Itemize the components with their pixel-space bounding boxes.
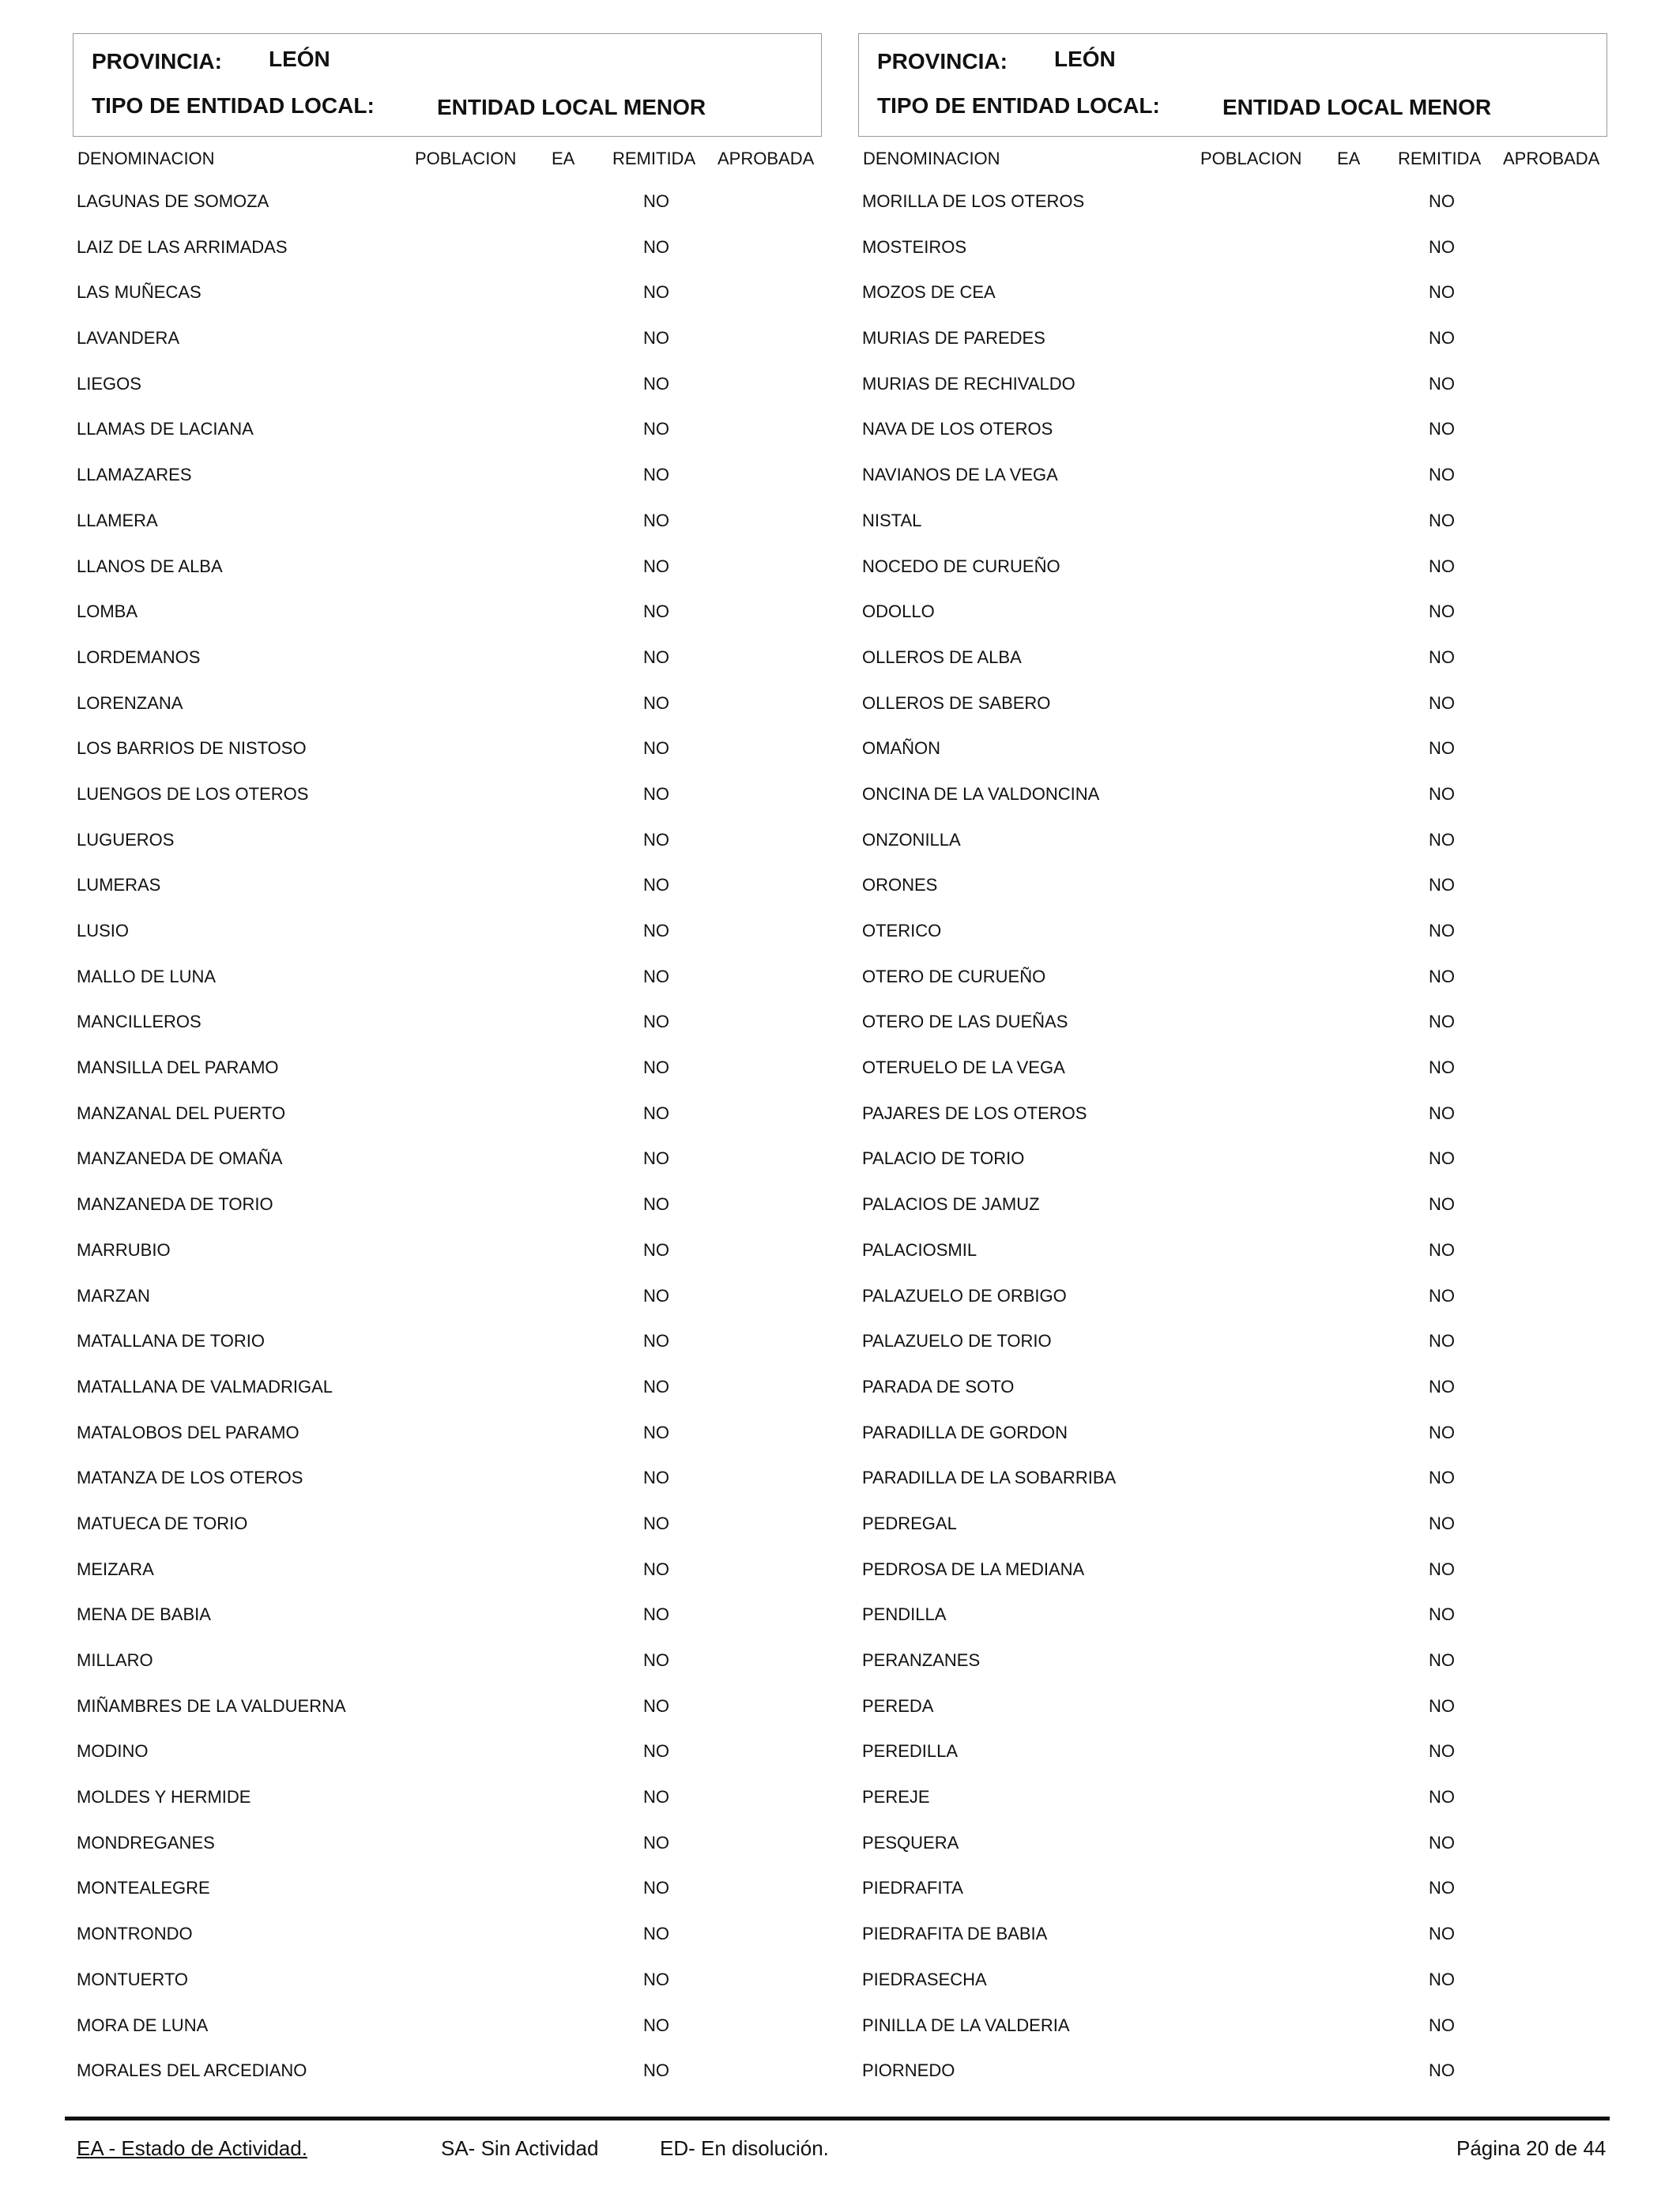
denominacion-cell: MOZOS DE CEA [862, 282, 996, 303]
denominacion-cell: ONZONILLA [862, 829, 961, 850]
remitida-cell: NO [643, 921, 669, 941]
denominacion-cell: MOSTEIROS [862, 236, 967, 257]
denominacion-cell: PEREJE [862, 1787, 930, 1808]
denominacion-cell: LUGUEROS [77, 829, 175, 850]
denominacion-cell: PARADA DE SOTO [862, 1376, 1015, 1397]
denominacion-cell: OTERUELO DE LA VEGA [862, 1057, 1065, 1078]
table-row [858, 1329, 1607, 1375]
remitida-cell: NO [643, 1422, 669, 1442]
remitida-cell: NO [1429, 373, 1455, 394]
provincia-label: PROVINCIA: [92, 49, 222, 74]
remitida-cell: NO [643, 1057, 669, 1078]
remitida-cell: NO [643, 783, 669, 804]
table-row [73, 919, 822, 965]
remitida-cell: NO [643, 692, 669, 713]
table-row [858, 646, 1607, 692]
remitida-cell: NO [1429, 1103, 1455, 1123]
remitida-cell: NO [1429, 1878, 1455, 1898]
table-row [858, 737, 1607, 782]
remitida-cell: NO [643, 1787, 669, 1808]
tipo-entidad-label: TIPO DE ENTIDAD LOCAL: [877, 93, 1160, 118]
table-row [73, 646, 822, 692]
denominacion-cell: MENA DE BABIA [77, 1604, 211, 1625]
table-row [858, 2014, 1607, 2060]
table-row [73, 1056, 822, 1102]
table-row [858, 509, 1607, 555]
remitida-cell: NO [1429, 966, 1455, 986]
col-header-ea: EA [1337, 149, 1361, 168]
denominacion-cell: LLAMAZARES [77, 465, 192, 485]
denominacion-cell: MORILLA DE LOS OTEROS [862, 191, 1085, 211]
table-row [858, 1831, 1607, 1877]
remitida-cell: NO [643, 419, 669, 439]
denominacion-cell: MANZANEDA DE OMAÑA [77, 1148, 283, 1169]
table-row [73, 372, 822, 418]
denominacion-cell: MOLDES Y HERMIDE [77, 1787, 251, 1808]
denominacion-cell: MARZAN [77, 1285, 150, 1306]
remitida-cell: NO [1429, 1604, 1455, 1625]
remitida-cell: NO [1429, 875, 1455, 895]
denominacion-cell: PALAZUELO DE TORIO [862, 1331, 1052, 1351]
denominacion-cell: LORENZANA [77, 692, 183, 713]
denominacion-cell: MURIAS DE PAREDES [862, 328, 1045, 349]
col-header-denominacion: DENOMINACION [863, 149, 1000, 168]
denominacion-cell: MATALOBOS DEL PARAMO [77, 1422, 299, 1442]
denominacion-cell: PEDREGAL [862, 1513, 957, 1533]
remitida-cell: NO [643, 1832, 669, 1853]
remitida-cell: NO [1429, 419, 1455, 439]
remitida-cell: NO [1429, 1285, 1455, 1306]
remitida-cell: NO [643, 1012, 669, 1032]
remitida-cell: NO [643, 829, 669, 850]
footer-divider [65, 2117, 1610, 2120]
header-box [858, 33, 1607, 137]
table-row [73, 1876, 822, 1922]
table-row [858, 1785, 1607, 1831]
denominacion-cell: PALACIOS DE JAMUZ [862, 1194, 1040, 1215]
remitida-cell: NO [1429, 328, 1455, 349]
table-row [73, 555, 822, 601]
denominacion-cell: LLAMERA [77, 510, 158, 530]
remitida-cell: NO [1429, 738, 1455, 759]
table-row [858, 1193, 1607, 1238]
remitida-cell: NO [643, 236, 669, 257]
header-box [73, 33, 822, 137]
provincia-value: LEÓN [1054, 47, 1116, 71]
table-row [858, 1238, 1607, 1284]
table-row [73, 737, 822, 782]
col-header-ea: EA [552, 149, 575, 168]
remitida-cell: NO [1429, 1559, 1455, 1579]
denominacion-cell: LORDEMANOS [77, 647, 201, 667]
table-row [73, 1785, 822, 1831]
remitida-cell: NO [643, 556, 669, 576]
table-row [73, 1193, 822, 1238]
table-row [858, 1603, 1607, 1649]
remitida-cell: NO [643, 1969, 669, 1989]
denominacion-cell: NISTAL [862, 510, 922, 530]
table-row [73, 1102, 822, 1148]
denominacion-cell: LAIZ DE LAS ARRIMADAS [77, 236, 288, 257]
remitida-cell: NO [643, 465, 669, 485]
denominacion-cell: NOCEDO DE CURUEÑO [862, 556, 1060, 576]
table-row [858, 2059, 1607, 2105]
table-row [73, 1421, 822, 1467]
table-row [858, 828, 1607, 874]
denominacion-cell: PEREDA [862, 1695, 934, 1716]
table-row [73, 873, 822, 919]
remitida-cell: NO [643, 191, 669, 211]
table-row [858, 1968, 1607, 2014]
table-row [858, 782, 1607, 828]
remitida-cell: NO [643, 1650, 669, 1670]
table-row [73, 1558, 822, 1604]
denominacion-cell: LOS BARRIOS DE NISTOSO [77, 738, 307, 759]
table-row [858, 326, 1607, 372]
table-row [858, 417, 1607, 463]
remitida-cell: NO [643, 1148, 669, 1169]
col-header-aprobada: APROBADA [1503, 149, 1600, 168]
denominacion-cell: MORALES DEL ARCEDIANO [77, 2060, 307, 2081]
denominacion-cell: PESQUERA [862, 1832, 959, 1853]
provincia-label: PROVINCIA: [877, 49, 1008, 74]
table-row [73, 190, 822, 236]
remitida-cell: NO [1429, 783, 1455, 804]
denominacion-cell: OLLEROS DE SABERO [862, 692, 1051, 713]
denominacion-cell: MATALLANA DE TORIO [77, 1331, 265, 1351]
table-row [73, 692, 822, 737]
left-column [73, 33, 822, 2081]
remitida-cell: NO [643, 1559, 669, 1579]
table-row [858, 1512, 1607, 1558]
denominacion-cell: MATUECA DE TORIO [77, 1513, 248, 1533]
remitida-cell: NO [643, 1331, 669, 1351]
denominacion-cell: PALACIO DE TORIO [862, 1148, 1025, 1169]
remitida-cell: NO [643, 1604, 669, 1625]
remitida-cell: NO [1429, 510, 1455, 530]
table-row [858, 1102, 1607, 1148]
denominacion-cell: PARADILLA DE GORDON [862, 1422, 1068, 1442]
table-row [858, 692, 1607, 737]
denominacion-cell: LOMBA [77, 601, 138, 622]
page-number: Página 20 de 44 [1456, 2136, 1607, 2160]
denominacion-cell: LUMERAS [77, 875, 161, 895]
table-row [858, 1284, 1607, 1330]
remitida-cell: NO [1429, 236, 1455, 257]
table-row [73, 2059, 822, 2105]
denominacion-cell: PALAZUELO DE ORBIGO [862, 1285, 1067, 1306]
table-row [858, 1421, 1607, 1467]
remitida-cell: NO [643, 282, 669, 303]
entity-list [858, 190, 1607, 2105]
remitida-cell: NO [1429, 1422, 1455, 1442]
denominacion-cell: MORA DE LUNA [77, 2015, 209, 2035]
denominacion-cell: OTERO DE CURUEÑO [862, 966, 1046, 986]
table-row [858, 1558, 1607, 1604]
remitida-cell: NO [643, 2060, 669, 2081]
denominacion-cell: MODINO [77, 1741, 149, 1762]
remitida-cell: NO [1429, 647, 1455, 667]
remitida-cell: NO [1429, 1650, 1455, 1670]
table-row [73, 1512, 822, 1558]
provincia-value: LEÓN [269, 47, 330, 71]
denominacion-cell: PEREDILLA [862, 1741, 959, 1762]
table-row [73, 1649, 822, 1695]
remitida-cell: NO [1429, 1012, 1455, 1032]
remitida-cell: NO [643, 1878, 669, 1898]
table-row [73, 600, 822, 646]
denominacion-cell: MALLO DE LUNA [77, 966, 217, 986]
remitida-cell: NO [1429, 1376, 1455, 1397]
denominacion-cell: MATALLANA DE VALMADRIGAL [77, 1376, 333, 1397]
table-row [858, 1147, 1607, 1193]
table-row [73, 417, 822, 463]
remitida-cell: NO [1429, 1513, 1455, 1533]
denominacion-cell: OLLEROS DE ALBA [862, 647, 1022, 667]
table-row [73, 326, 822, 372]
remitida-cell: NO [643, 601, 669, 622]
table-row [73, 1603, 822, 1649]
denominacion-cell: PAJARES DE LOS OTEROS [862, 1103, 1087, 1123]
col-header-denominacion: DENOMINACION [77, 149, 215, 168]
remitida-cell: NO [643, 1376, 669, 1397]
remitida-cell: NO [643, 1239, 669, 1260]
remitida-cell: NO [1429, 1741, 1455, 1762]
denominacion-cell: LLAMAS DE LACIANA [77, 419, 254, 439]
denominacion-cell: ONCINA DE LA VALDONCINA [862, 783, 1100, 804]
col-header-remitida: REMITIDA [1398, 149, 1482, 168]
legend-ed: ED- En disolución. [660, 2136, 829, 2160]
table-row [73, 1922, 822, 1968]
denominacion-cell: PIEDRASECHA [862, 1969, 987, 1989]
table-row [73, 782, 822, 828]
denominacion-cell: PERANZANES [862, 1650, 981, 1670]
table-row [858, 1649, 1607, 1695]
table-row [858, 372, 1607, 418]
denominacion-cell: MANCILLEROS [77, 1012, 202, 1032]
remitida-cell: NO [1429, 1194, 1455, 1215]
denominacion-cell: PIORNEDO [862, 2060, 955, 2081]
table-row [858, 236, 1607, 281]
table-row [858, 919, 1607, 965]
denominacion-cell: OTERO DE LAS DUEÑAS [862, 1012, 1068, 1032]
remitida-cell: NO [1429, 921, 1455, 941]
table-row [73, 1147, 822, 1193]
denominacion-cell: NAVIANOS DE LA VEGA [862, 465, 1058, 485]
denominacion-cell: LAVANDERA [77, 328, 180, 349]
denominacion-cell: LUSIO [77, 921, 130, 941]
entity-list [73, 190, 822, 2105]
remitida-cell: NO [1429, 601, 1455, 622]
table-row [73, 1010, 822, 1056]
remitida-cell: NO [1429, 1832, 1455, 1853]
table-row [858, 1010, 1607, 1056]
table-row [73, 1831, 822, 1877]
remitida-cell: NO [1429, 2060, 1455, 2081]
remitida-cell: NO [643, 1468, 669, 1488]
col-header-aprobada: APROBADA [718, 149, 815, 168]
table-row [73, 1968, 822, 2014]
denominacion-cell: MATANZA DE LOS OTEROS [77, 1468, 303, 1488]
remitida-cell: NO [643, 1194, 669, 1215]
remitida-cell: NO [643, 1741, 669, 1762]
denominacion-cell: PARADILLA DE LA SOBARRIBA [862, 1468, 1117, 1488]
denominacion-cell: MANZANAL DEL PUERTO [77, 1103, 286, 1123]
remitida-cell: NO [643, 1285, 669, 1306]
remitida-cell: NO [1429, 465, 1455, 485]
table-row [73, 1740, 822, 1785]
right-column [858, 33, 1607, 2081]
remitida-cell: NO [643, 966, 669, 986]
denominacion-cell: NAVA DE LOS OTEROS [862, 419, 1053, 439]
remitida-cell: NO [1429, 692, 1455, 713]
remitida-cell: NO [1429, 1695, 1455, 1716]
table-row [858, 1876, 1607, 1922]
remitida-cell: NO [1429, 191, 1455, 211]
denominacion-cell: PIEDRAFITA [862, 1878, 963, 1898]
remitida-cell: NO [643, 875, 669, 895]
denominacion-cell: MONTRONDO [77, 1924, 193, 1944]
remitida-cell: NO [643, 373, 669, 394]
table-row [73, 236, 822, 281]
denominacion-cell: PINILLA DE LA VALDERIA [862, 2015, 1070, 2035]
remitida-cell: NO [643, 738, 669, 759]
table-row [858, 281, 1607, 326]
denominacion-cell: MANZANEDA DE TORIO [77, 1194, 273, 1215]
denominacion-cell: LAS MUÑECAS [77, 282, 202, 303]
denominacion-cell: MEIZARA [77, 1559, 154, 1579]
table-row [858, 555, 1607, 601]
remitida-cell: NO [643, 1103, 669, 1123]
remitida-cell: NO [1429, 1969, 1455, 1989]
remitida-cell: NO [643, 1924, 669, 1944]
table-row [858, 463, 1607, 509]
table-row [73, 1466, 822, 1512]
remitida-cell: NO [1429, 1148, 1455, 1169]
table-row [858, 1922, 1607, 1968]
table-row [858, 1740, 1607, 1785]
denominacion-cell: OMAÑON [862, 738, 940, 759]
denominacion-cell: MONTEALEGRE [77, 1878, 210, 1898]
denominacion-cell: LUENGOS DE LOS OTEROS [77, 783, 309, 804]
remitida-cell: NO [1429, 1787, 1455, 1808]
remitida-cell: NO [1429, 829, 1455, 850]
col-header-remitida: REMITIDA [612, 149, 696, 168]
table-row [73, 1238, 822, 1284]
denominacion-cell: MANSILLA DEL PARAMO [77, 1057, 279, 1078]
table-row [858, 965, 1607, 1011]
table-row [858, 1466, 1607, 1512]
table-row [73, 965, 822, 1011]
denominacion-cell: MONTUERTO [77, 1969, 188, 1989]
table-row [73, 281, 822, 326]
remitida-cell: NO [1429, 1239, 1455, 1260]
remitida-cell: NO [1429, 1924, 1455, 1944]
denominacion-cell: PALACIOSMIL [862, 1239, 977, 1260]
denominacion-cell: LIEGOS [77, 373, 141, 394]
denominacion-cell: ODOLLO [862, 601, 935, 622]
table-row [73, 2014, 822, 2060]
table-row [73, 1695, 822, 1740]
tipo-entidad-value: ENTIDAD LOCAL MENOR [437, 95, 706, 119]
legend-ea: EA - Estado de Actividad. [77, 2136, 307, 2160]
denominacion-cell: MILLARO [77, 1650, 153, 1670]
table-row [73, 509, 822, 555]
remitida-cell: NO [643, 2015, 669, 2035]
legend-sa: SA- Sin Actividad [441, 2136, 599, 2160]
table-row [858, 1695, 1607, 1740]
remitida-cell: NO [643, 647, 669, 667]
remitida-cell: NO [643, 510, 669, 530]
denominacion-cell: LLANOS DE ALBA [77, 556, 223, 576]
col-header-poblacion: POBLACION [1200, 149, 1302, 168]
table-row [858, 190, 1607, 236]
remitida-cell: NO [1429, 1468, 1455, 1488]
tipo-entidad-value: ENTIDAD LOCAL MENOR [1222, 95, 1492, 119]
table-row [73, 1284, 822, 1330]
denominacion-cell: PIEDRAFITA DE BABIA [862, 1924, 1048, 1944]
table-row [73, 1329, 822, 1375]
remitida-cell: NO [643, 1695, 669, 1716]
table-row [858, 1375, 1607, 1421]
table-row [858, 1056, 1607, 1102]
remitida-cell: NO [643, 1513, 669, 1533]
remitida-cell: NO [643, 328, 669, 349]
table-row [73, 828, 822, 874]
denominacion-cell: MARRUBIO [77, 1239, 171, 1260]
denominacion-cell: ORONES [862, 875, 938, 895]
tipo-entidad-label: TIPO DE ENTIDAD LOCAL: [92, 93, 375, 118]
denominacion-cell: LAGUNAS DE SOMOZA [77, 191, 269, 211]
remitida-cell: NO [1429, 1057, 1455, 1078]
denominacion-cell: OTERICO [862, 921, 942, 941]
table-row [858, 600, 1607, 646]
denominacion-cell: MONDREGANES [77, 1832, 215, 1853]
remitida-cell: NO [1429, 2015, 1455, 2035]
denominacion-cell: MURIAS DE RECHIVALDO [862, 373, 1075, 394]
col-header-poblacion: POBLACION [415, 149, 517, 168]
denominacion-cell: PENDILLA [862, 1604, 947, 1625]
denominacion-cell: PEDROSA DE LA MEDIANA [862, 1559, 1085, 1579]
remitida-cell: NO [1429, 556, 1455, 576]
table-row [73, 463, 822, 509]
table-row [858, 873, 1607, 919]
denominacion-cell: MIÑAMBRES DE LA VALDUERNA [77, 1695, 346, 1716]
remitida-cell: NO [1429, 282, 1455, 303]
table-row [73, 1375, 822, 1421]
remitida-cell: NO [1429, 1331, 1455, 1351]
